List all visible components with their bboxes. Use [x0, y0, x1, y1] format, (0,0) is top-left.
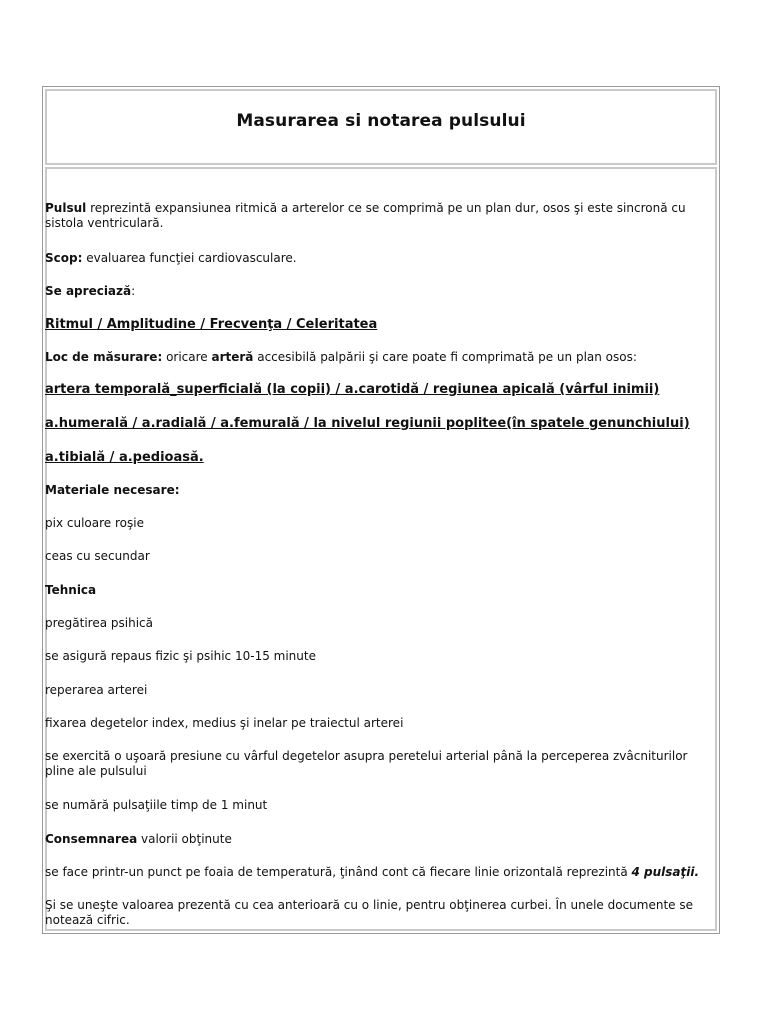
- scop-text: evaluarea funcţiei cardiovasculare.: [82, 251, 297, 265]
- site-text: a.tibială / a.pedioasă.: [45, 450, 204, 465]
- loc-text-2: accesibilă palpării şi care poate fi comprimată pe un plan osos:: [253, 350, 637, 364]
- technique-step: se exercită o uşoară presiune cu vârful degetelor asupra peretelui arterial până la perceperea zvâcniturilor pline ale pulsului: [45, 749, 688, 778]
- technique-step: reperarea arterei: [45, 683, 148, 697]
- scop-paragraph: [45, 251, 705, 266]
- loc-text-1: oricare: [162, 350, 212, 364]
- intro-paragraph: [45, 201, 705, 231]
- technique-step: fixarea degetelor index, medius şi inelar pe traiectul arterei: [45, 716, 404, 730]
- technique-step: pregătirea psihică: [45, 616, 153, 630]
- apreciaza-paragraph: [45, 284, 705, 299]
- material-item: pix culoare roşie: [45, 516, 144, 530]
- record-line-2: Şi se uneşte valoarea prezentă cu cea anterioară cu o linie, pentru obţinerea curbei. În unele documente se notează cifric.: [45, 898, 693, 927]
- record-label: Consemnarea: [45, 832, 138, 846]
- record-text: valorii obţinute: [137, 832, 232, 846]
- parameters-line: [45, 317, 705, 332]
- intro-label: Pulsul: [45, 201, 87, 215]
- site-line-2: [45, 416, 705, 431]
- loc-bold-word: arteră: [211, 350, 254, 364]
- loc-paragraph: [45, 350, 705, 365]
- apreciaza-label: Se apreciază: [45, 284, 132, 298]
- parameters-text: Ritmul / Amplitudine / Frecvenţa / Celeritatea: [45, 317, 378, 332]
- technique-step: se numără pulsaţiile timp de 1 minut: [45, 798, 268, 812]
- site-text: artera temporală_superficială (la copii) / a.carotidă / regiunea apicală (vârful inimii): [45, 382, 660, 397]
- site-line-1: [45, 382, 705, 397]
- technique-label: Tehnica: [45, 583, 97, 597]
- title-cell: [45, 89, 717, 165]
- site-text: a.humerală / a.radială / a.femurală / la nivelul regiunii poplitee(în spatele genunchiului): [45, 416, 690, 431]
- loc-label: Loc de măsurare:: [45, 350, 163, 364]
- site-line-3: [45, 450, 705, 465]
- apreciaza-suffix: :: [131, 284, 136, 298]
- record-line-1: [45, 865, 705, 880]
- scop-label: Scop:: [45, 251, 83, 265]
- materials-label: Materiale necesare:: [45, 483, 180, 497]
- intro-text: reprezintă expansiunea ritmică a arterelor ce se comprimă pe un plan dur, osos şi este sincronă cu sistola ventriculară.: [45, 201, 686, 230]
- record-paragraph: [45, 832, 705, 847]
- material-item: ceas cu secundar: [45, 549, 150, 563]
- page-title: Masurarea si notarea pulsului: [236, 111, 526, 131]
- technique-step: se asigură repaus fizic şi psihic 10-15 minute: [45, 649, 316, 663]
- record-emphasis: 4 pulsaţii.: [631, 865, 700, 879]
- record-line-1-text: se face printr-un punct pe foaia de temperatură, ţinând cont că fiecare linie orizontală reprezintă: [45, 865, 632, 879]
